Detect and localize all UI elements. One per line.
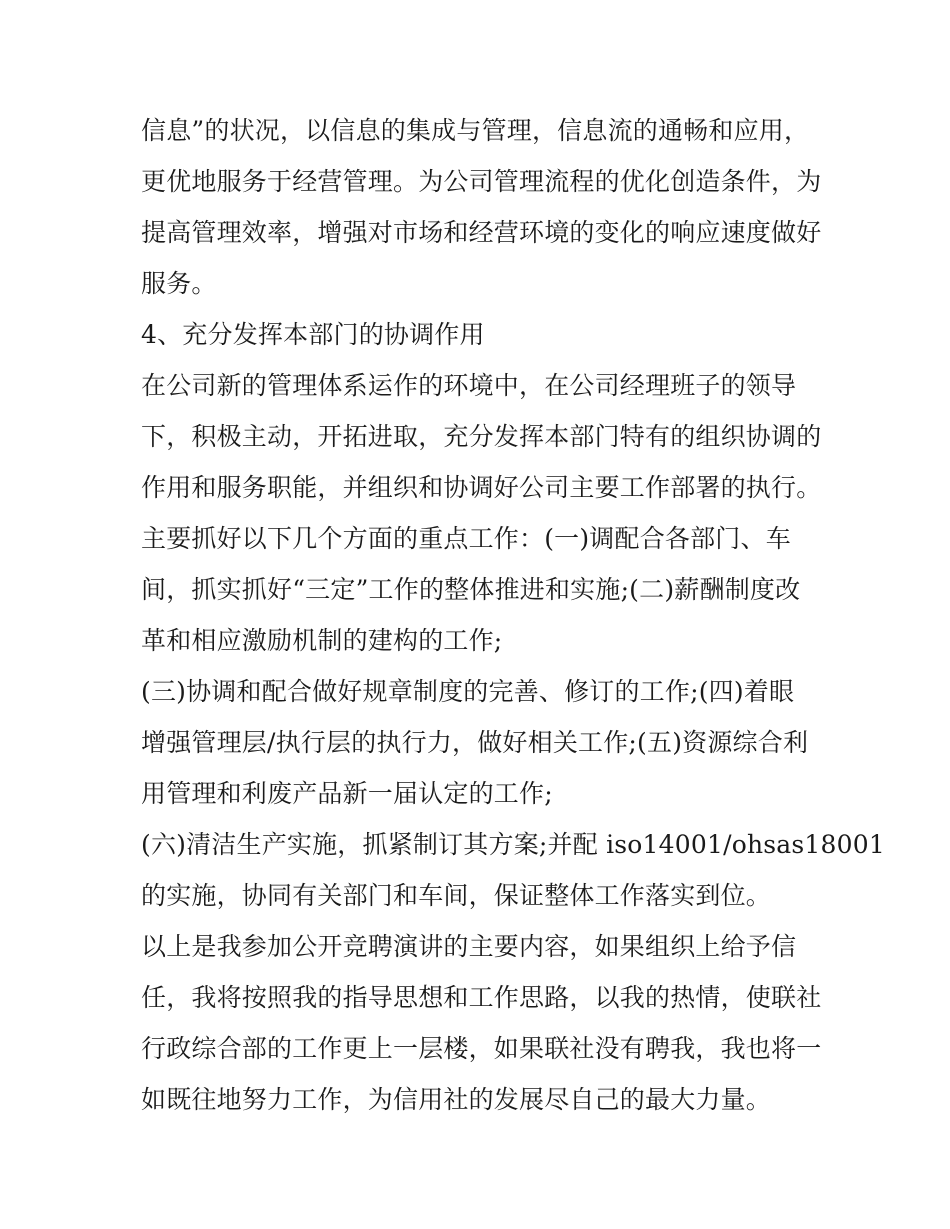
text-line: 的实施，协同有关部门和车间，保证整体工作落实到位。 [141, 881, 772, 910]
text-line: 服务。 [141, 269, 217, 298]
text-line: 增强管理层/执行层的执行力，做好相关工作;(五)资源综合利 [141, 728, 809, 757]
text-line: 如既往地努力工作，为信用社的发展尽自己的最大力量。 [141, 1085, 772, 1114]
para-conclusion [141, 921, 821, 1125]
text-line: 下，积极主动，开拓进取，充分发挥本部门特有的组织协调的 [141, 422, 822, 451]
para-items-3-5 [141, 666, 821, 819]
text-line: 更优地服务于经营管理。为公司管理流程的优化创造条件，为 [141, 167, 822, 196]
text-line: (三)协调和配合做好规章制度的完善、修订的工作;(四)着眼 [141, 677, 795, 706]
text-line: 在公司新的管理体系运作的环境中，在公司经理班子的领导 [141, 371, 797, 400]
text-line: 提高管理效率，增强对市场和经营环境的变化的响应速度做好 [141, 218, 822, 247]
text-line: 行政综合部的工作更上一层楼，如果联社没有聘我，我也将一 [141, 1034, 822, 1063]
text-line: 用管理和利废产品新一届认定的工作; [141, 779, 553, 808]
para-item-6 [141, 819, 885, 921]
para-coordination [141, 360, 821, 666]
text-line: 间，抓实抓好“三定”工作的整体推进和实施;(二)薪酬制度改 [141, 575, 801, 604]
para-info-management [141, 105, 821, 309]
text-line: 主要抓好以下几个方面的重点工作：(一)调配合各部门、车 [141, 524, 791, 553]
text-line: 作用和服务职能，并组织和协调好公司主要工作部署的执行。 [141, 473, 822, 502]
text-line: 任，我将按照我的指导思想和工作思路，以我的热情，使联社 [141, 983, 822, 1012]
text-line: (六)清洁生产实施，抓紧制订其方案;并配 iso14001/ohsas18001 [141, 830, 885, 859]
section-heading-4 [141, 309, 821, 360]
text-line: 信息”的状况，以信息的集成与管理，信息流的通畅和应用， [141, 116, 810, 145]
text-line: 以上是我参加公开竞聘演讲的主要内容，如果组织上给予信 [141, 932, 797, 961]
document-body [141, 105, 885, 1125]
text-line: 革和相应激励机制的建构的工作; [141, 626, 503, 655]
heading-text: 4、充分发挥本部门的协调作用 [141, 320, 485, 349]
